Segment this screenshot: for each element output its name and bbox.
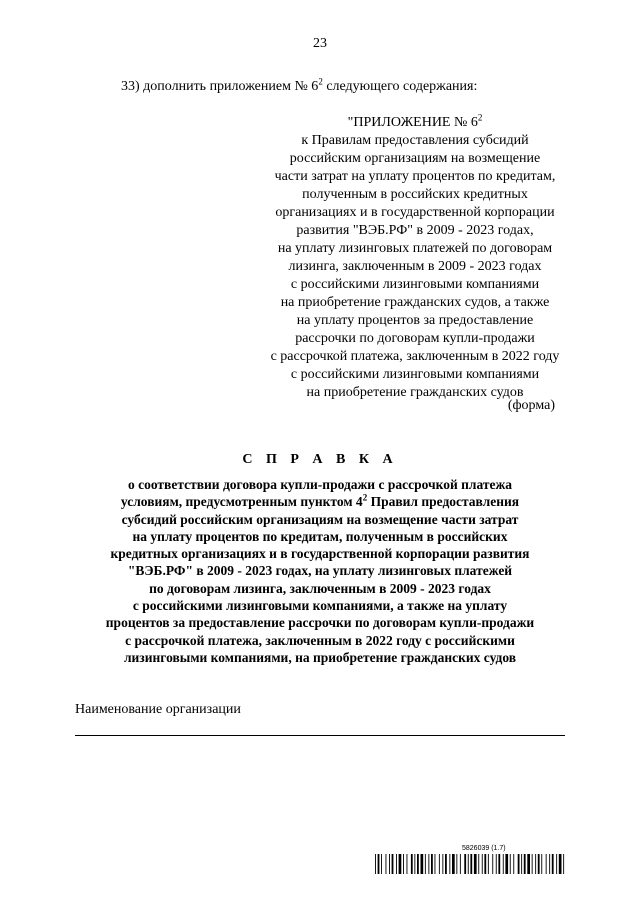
appendix-line: на приобретение гражданских судов, а также [280,295,550,310]
appendix-line: части затрат на уплату процентов по кредитам, [274,169,556,184]
document-title: С П Р А В К А [242,452,398,467]
barcode-bar [452,854,455,874]
barcode-bar [381,854,382,874]
barcode-bar [414,854,415,874]
appendix-heading [255,114,575,132]
barcode-bar [445,854,447,874]
barcode-bar [425,854,426,874]
subject-line: кредитных организациях и в государственной корпорации развития [110,546,530,562]
subject-line: субсидий российским организациям на возмещение части затрат [121,511,519,527]
barcode-bar [492,854,493,874]
barcode-bar [449,854,450,874]
barcode-bar [399,854,402,874]
subject-line: процентов за предоставление рассрочки по договорам купли-продажи [105,615,535,631]
barcode-bar [505,854,508,874]
barcode-bar [538,854,540,874]
appendix-heading-superscript: 2 [477,112,483,123]
appendix-line: на приобретение гражданских судов [306,385,524,400]
subject-line-part: условиям, предусмотренным пунктом 4 [120,494,363,510]
document-subject [60,476,580,666]
subject-line: по договорам лизинга, заключенным в 2009 - 2023 годах [149,580,491,596]
appendix-heading-text: "ПРИЛОЖЕНИЕ № 6 [347,115,478,130]
barcode-bar [524,854,526,874]
subject-line: на уплату процентов по кредитам, полученным в российских [132,528,508,544]
barcode-bar [456,854,457,874]
barcode-bar [546,854,547,874]
appendix-line: рассрочки по договорам купли-продажи [295,331,535,346]
barcode-bar [488,854,489,874]
barcode-bar [464,854,466,874]
barcode-bar [541,854,542,874]
barcode-bar [460,854,461,874]
barcode-bar [484,854,486,874]
subject-line-part: Правил предоставления [367,494,520,510]
barcode-bar [378,854,380,874]
barcode-bar [386,854,387,874]
barcode-image [375,854,565,874]
barcode-bar [503,854,504,874]
barcode-bar [407,854,408,874]
appendix-line: на уплату процентов за предоставление [296,313,534,328]
barcode-bar [442,854,443,874]
barcode-bar [563,854,564,874]
barcode-bar [389,854,390,874]
barcode-bar [421,854,424,874]
amendment-text: 33) дополнить приложением № 6 [121,79,319,94]
barcode-bar [417,854,419,874]
barcode-bar [439,854,440,874]
appendix-line: лизинга, заключенным в 2009 - 2023 годах [288,259,542,274]
appendix-line: полученным в российских кредитных [302,187,528,202]
barcode-bar [535,854,536,874]
barcode-bar [468,854,469,874]
barcode-bar [510,854,511,874]
subject-line: лизинговыми компаниями, на приобретение гражданских судов [123,649,517,665]
barcode-bar [474,854,477,874]
barcode-bar [532,854,533,874]
subject-line: о соответствии договора купли-продажи с рассрочкой платежа [127,477,513,492]
barcode-bar [392,854,394,874]
barcode-bar [527,854,530,874]
barcode-bar [411,854,413,874]
subject-line: с рассрочкой платежа, заключенным в 2022 году с российскими [125,632,515,648]
barcode-bar [549,854,550,874]
amendment-paragraph [121,76,478,95]
appendix-line: организациях и в государственной корпорации [275,205,555,220]
barcode-bar [470,854,472,874]
barcode-bar [478,854,479,874]
organization-name-label: Наименование организации [75,702,241,717]
appendix-line: российским организациям на возмещение [289,151,541,166]
barcode-bar [556,854,557,874]
barcode-bar [559,854,562,874]
barcode-bar [428,854,429,874]
amendment-superscript: 2 [318,76,323,87]
subject-line: "ВЭБ.РФ" в 2009 - 2023 годах, на уплату лизинговых платежей [127,563,513,579]
barcode-bar [496,854,497,874]
appendix-block [255,114,575,402]
appendix-line: развития "ВЭБ.РФ" в 2009 - 2023 годах, [296,223,534,238]
appendix-line: с российскими лизинговыми компаниями [290,367,540,382]
document-code: 5826039 (1.7) [462,845,506,852]
page-number: 23 [313,36,327,51]
subject-line: с российскими лизинговыми компаниями, а также на уплату [132,598,508,614]
barcode-bar [375,854,376,874]
appendix-line: с рассрочкой платежа, заключенным в 2022 году [270,349,560,364]
barcode-bar [498,854,500,874]
barcode-bar [396,854,397,874]
amendment-tail: следующего содержания: [322,79,478,94]
barcode-bar [403,854,404,874]
organization-name-line [75,735,565,736]
form-note: (форма) [507,398,555,413]
subject-line-with-sup [60,493,580,510]
barcode-bar [552,854,554,874]
subject-superscript: 2 [362,492,368,503]
appendix-line: на уплату лизинговых платежей по договорам [277,241,553,256]
barcode-bar [431,854,433,874]
barcode-bar [482,854,483,874]
appendix-line: с российскими лизинговыми компаниями [290,277,540,292]
barcode-bar [513,854,514,874]
barcode-bar [518,854,520,874]
barcode-bar [521,854,522,874]
barcode-bar [435,854,436,874]
appendix-line: к Правилам предоставления субсидий [301,133,529,148]
